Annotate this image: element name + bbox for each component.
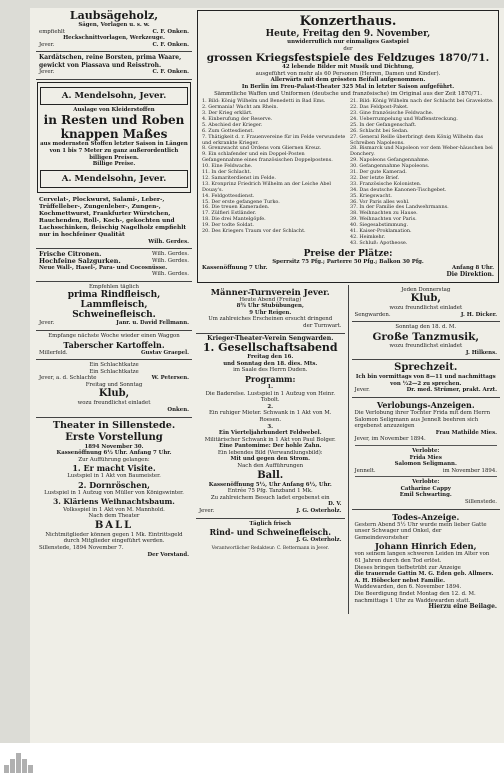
verlob-n1b: Salomon Seligmann. bbox=[394, 461, 457, 468]
verlob-n2: Catharine Cappy bbox=[400, 485, 451, 492]
todes-t2: Gestern Abend 5½ Uhr wurde mein lieber Gatte unser Schwager und Onkel, der Gemeindevorsteher bbox=[354, 521, 487, 541]
todes-t6: die trauernde Gattin M. G. Eden geb. Allmers. bbox=[354, 571, 494, 578]
ad-mendelsohn bbox=[37, 82, 191, 193]
sprech-t2: Ich bin vormittags von 8—11 und nachmittags von ½2—2 zu sprechen. bbox=[355, 374, 496, 387]
konzert-t5: grossen Kriegsfestspiele des Feldzuges 1870/71. bbox=[206, 52, 490, 65]
bild-item: 5. Abschied der Krieger. bbox=[202, 121, 263, 128]
bild-item: 24. Ueberrumpelung und Waffenstreckung. bbox=[350, 115, 458, 122]
ad-verlobung bbox=[352, 398, 501, 510]
citronen-l1: Frische Citronen. bbox=[39, 250, 102, 259]
verlob-t3: Frau Mathilde Mies. bbox=[435, 429, 497, 436]
kart-firm: Gustav Graepel. bbox=[140, 349, 189, 356]
library-logo-icon bbox=[4, 753, 33, 773]
newspaper-page bbox=[30, 8, 504, 743]
bild-item: 11. In der Schlacht. bbox=[202, 169, 252, 176]
bild-item: 1. Bild: König Wilhelm und Benedetti in Bad Ems. bbox=[202, 98, 326, 105]
konzert-title: Konzerthaus. bbox=[299, 14, 397, 29]
bild-item: 21. Bild: König Wilhelm nach der Schlacht bei Gravelotte. bbox=[350, 98, 494, 105]
klub-city: Sengwarden. bbox=[354, 311, 391, 318]
tanz-t1: Sonntag den 18. d. M. bbox=[395, 324, 457, 331]
tanz-firm: J. Hilkens. bbox=[465, 349, 497, 356]
klub-t3: wozu freundlichst einladet bbox=[389, 305, 463, 312]
bild-item: 13. Kronprinz Friedrich Wilhelm an der Leiche Abel Douay's. bbox=[202, 180, 331, 193]
krieger-p1b: Die Baderelse. Lustspiel in 1 Aufzug von Heinr. Tobolt. bbox=[205, 390, 335, 404]
verlob-v1: Verlobte: bbox=[412, 447, 440, 454]
bild-item: 42. Heimkehr. bbox=[350, 234, 386, 240]
klub-firm: J. H. Dicker. bbox=[460, 311, 497, 318]
theater-t1: Theater in Sillenstede. bbox=[52, 419, 176, 431]
todes-t10: Hierzu eine Beilage. bbox=[428, 603, 497, 611]
frisch-t2: Rind- und Schweinefleisch. bbox=[209, 527, 332, 538]
rind-l3: Schweinefleisch. bbox=[72, 310, 156, 321]
todes-t5: Dieses bringen tiefbetrübt zur Anzeige bbox=[354, 564, 461, 571]
bild-item: 36. Vor Paris alles wohl. bbox=[350, 198, 410, 205]
bild-item: 12. Samariterdienst im Felde. bbox=[202, 174, 276, 181]
ad-maenner-turnverein bbox=[196, 285, 345, 334]
bild-item: 22. Das Feldpost-Paket. bbox=[350, 104, 409, 111]
rind-l2: Lammfleisch, bbox=[80, 300, 148, 311]
karten-text: Kardätschen, reine Borsten, prima Waare, gewickt von Piassava und Reisstroh. bbox=[39, 54, 182, 69]
krieger-preise: Entrée 75 Pfg. Tanzband 1 Mk. bbox=[227, 488, 313, 495]
verlob-t2: Die Verlobung ihrer Tochter Frida mit dem Herrn Salomon Seligmann aus Jennelt beehren sich ergebenst anzuzeigen bbox=[354, 409, 491, 430]
mendelsohn-l4: aus modernsten Stoffen letzter Saison in Längen von 1 bis 7 Meter zu ganz außerordentlich billigen Preisen. bbox=[40, 141, 188, 161]
konzert-t3: unwiderruflich nur einmaliges Gastspiel bbox=[287, 39, 409, 45]
ad-tanzmusik bbox=[352, 322, 501, 360]
bild-item: 41. Kaiser-Proklamation. bbox=[350, 228, 412, 235]
left-column bbox=[36, 8, 192, 743]
laubsaege-city: Jever. bbox=[39, 41, 55, 48]
citronen-f3: Wilh. Gerdes. bbox=[152, 271, 189, 278]
verlob-place2: Sillenstede. bbox=[464, 499, 497, 506]
mendelsohn-l1: Auslage von Kleiderstoffen bbox=[73, 106, 155, 113]
bild-item: 28. Bismarck und Napoleon vor dem Weber-häuschen bei Donchery. bbox=[350, 145, 493, 158]
mendelsohn-name: A. Mendelsohn, Jever. bbox=[40, 87, 188, 105]
mendelsohn-l3: knappen Maßes bbox=[60, 127, 168, 142]
krieger-p2: 2. bbox=[267, 403, 274, 410]
konzert-t6: 42 lebende Bilder mit Musik und Dichtung, bbox=[282, 64, 414, 71]
krieger-t6: Programm: bbox=[245, 373, 296, 384]
maenner-t4: 9 Uhr Reigen. bbox=[249, 309, 292, 316]
right-lower-right bbox=[349, 285, 501, 614]
konzert-kasse: Kassenöffnung 7 Uhr. bbox=[202, 265, 268, 272]
bild-item: 18. Die drei Mantelgöpfe. bbox=[202, 216, 266, 223]
theater-p3: 3. Kläriens Weihnachtsbaum. bbox=[53, 496, 175, 506]
krieger-p3s: Militärischer Schwank in 1 Akt von Paul Bolger. bbox=[204, 436, 336, 443]
bild-item: 40. Siegesabstimmung. bbox=[350, 222, 409, 229]
theater-t2: Erste Vorstellung bbox=[65, 431, 163, 443]
right-column bbox=[196, 8, 500, 743]
krieger-p3: 3. bbox=[267, 423, 274, 430]
laubsaege-sub: Sägen, Vorlagen u. s. w. bbox=[78, 22, 150, 28]
bild-item: 27. General Reille überbringt dem König Wilhelm das Schreiben Napoleons. bbox=[350, 133, 484, 146]
bild-item: 26. Schlacht bei Sedan. bbox=[350, 127, 409, 134]
bild-item: 7. Thätigkeit d. r. Frauenvereine für im Felde verwundete und erkrankte Krieger. bbox=[202, 133, 346, 146]
bild-item: 31. Der gute Kamerad. bbox=[350, 169, 407, 176]
verlob-t4: Jever, im November 1894. bbox=[354, 436, 426, 443]
theater-p3s: Volksspiel in 1 Akt von M. Mannhold. bbox=[63, 506, 165, 513]
krieger-firm: D. V. bbox=[328, 501, 342, 508]
bild-item: 19. Der todte Soldat. bbox=[202, 222, 254, 229]
schl-firm2: Onken. bbox=[167, 407, 189, 414]
bild-item: 20. Des Kriegers Traum vor der Schlacht. bbox=[202, 228, 306, 235]
mendelsohn-l2: in Resten und Roben bbox=[43, 113, 185, 128]
karten-firm: C. F. Onken. bbox=[152, 69, 189, 76]
citronen-f1: Wilh. Gerdes. bbox=[152, 251, 189, 258]
kart-city: Millerfeld. bbox=[39, 349, 68, 356]
theater-p2s: Lustspiel in 1 Aufzug von Müller von Königswinter. bbox=[44, 490, 184, 497]
schl-l2: Ein Schlachtkatze bbox=[89, 368, 139, 375]
theater-l1: Zur Aufführung gelangen: bbox=[78, 456, 150, 463]
ad-theater-sillenstede bbox=[36, 418, 192, 562]
kart-l1: Taberscher Kartoffeln. bbox=[63, 339, 165, 350]
maenner-t6: der Turnwart. bbox=[303, 322, 342, 329]
ad-todes-anzeige bbox=[352, 510, 501, 614]
laubsaege-title: Laubsägeholz, bbox=[69, 9, 159, 22]
wurst-text: Cervelat-, Plockwurst, Salami-, Leber-, Trüffelleber-, Zungenleber-, Zungen-, Kochmettwurst, Frankfurter Würstchen, Rauchenden, Roll-, Koch-, gekochten und Lachsschinken, fleischig Nagelholz empfiehlt nur in hochfeiner Qualität bbox=[39, 196, 187, 238]
bild-item: 29. Napoleons Gefangennahme. bbox=[350, 157, 430, 164]
krieger-ball: Ball. bbox=[257, 469, 284, 481]
verlob-t1: Verlobungs-Anzeigen. bbox=[376, 399, 475, 410]
krieger-p4: Eine Pantomime: Der hohle Zahn. bbox=[219, 443, 322, 450]
bild-item: 25. In der Gefangenschaft. bbox=[350, 121, 417, 128]
ad-krieger-theater bbox=[196, 334, 345, 519]
bild-item: 33. Französische Kolonisten. bbox=[350, 180, 422, 187]
bild-item: 15. Der erste gefangene Turko. bbox=[202, 198, 280, 205]
theater-l4: Sillenstede, 1894 November 7. bbox=[39, 545, 124, 551]
klub-t2: Klub, bbox=[410, 293, 441, 305]
sprech-firm: Dr. med. Strümer, prakt. Arzt. bbox=[406, 387, 497, 394]
konzert-preise2: Sperrsitz 75 Pfg.; Parterre 50 Pfg.; Balkon 30 Pfg. bbox=[272, 258, 424, 265]
theater-p2: 2. Dornröschen, bbox=[78, 480, 150, 491]
maenner-t3: 8¾ Uhr Stubübungen, bbox=[236, 303, 304, 310]
krieger-p5b: Mit und gegen den Strom. bbox=[230, 456, 310, 463]
krieger-t1: Krieger-Theater-Verein Sengwarden. bbox=[207, 334, 334, 342]
schl-l3: Jever, a. d. Schlachte bbox=[39, 375, 97, 382]
theater-l2: Nach dem Theater bbox=[88, 513, 140, 520]
verlob-n2b: Emil Schwarting. bbox=[399, 492, 452, 499]
bild-item: 3. Der Krieg erklärt. bbox=[202, 109, 253, 116]
ad-taeglich-frisch bbox=[196, 519, 345, 556]
krieger-nach: Nach den Aufführungen bbox=[237, 463, 304, 470]
ad-konzerthaus bbox=[197, 10, 499, 283]
krieger-firm2: J. G. Osterholz. bbox=[296, 508, 342, 515]
bild-item: 35. Kriegswacht. bbox=[350, 192, 392, 199]
bild-item: 14. Feldgottesdienst. bbox=[202, 192, 255, 199]
theater-date: 1894 November 30. bbox=[84, 443, 144, 450]
ad-laubsaegeholz bbox=[36, 8, 192, 52]
krieger-p1: 1. bbox=[267, 383, 274, 390]
maenner-t2: Heute Abend (Freitag) bbox=[239, 296, 302, 303]
bild-item: 34. Das deutsche Kanonen-Tischgebet. bbox=[350, 186, 447, 193]
viewer-footer-bar bbox=[0, 743, 504, 777]
theater-p1: 1. Er macht Visite. bbox=[72, 463, 156, 474]
verlob-n1: Frida Mies bbox=[409, 454, 442, 461]
krieger-t4: und Sonntag den 18. dies. Mts. bbox=[223, 360, 318, 367]
verlob-date: im November 1894. bbox=[442, 467, 497, 474]
bild-item: 16. Die treuen Kameraden. bbox=[202, 204, 270, 211]
konzert-t4: der bbox=[343, 45, 353, 52]
bilder-list-left bbox=[202, 99, 346, 247]
tanz-t3: wozu freundlichst einladet bbox=[389, 342, 463, 349]
citronen-f2: Wilh. Gerdes. bbox=[152, 257, 189, 264]
bild-item: 8. Grenzwacht und Ordens vom Gliernen Kreuz. bbox=[202, 145, 322, 152]
todes-t9: Die Beerdigung findet Montag den 12. d. M. nachmittags 1 Uhr zu Waddewarden statt. bbox=[354, 591, 476, 604]
mendelsohn-l5: Billige Preise. bbox=[92, 161, 136, 168]
ad-schlachterei bbox=[36, 360, 192, 418]
citronen-l3: Neue Wall-, Hasel-, Para- und Cocosnüsse. bbox=[39, 264, 168, 271]
krieger-einl: Zu zahlreichem Besuch ladet ergebenst ein bbox=[210, 494, 330, 501]
laubsaege-line: Heckschnittvorlagen, Werkzeuge. bbox=[63, 35, 165, 42]
krieger-p3b: Ein Vierteljahrhundert Feldwebel. bbox=[218, 430, 322, 437]
maenner-t5: Um zahlreiches Erscheinen ersucht dringend bbox=[208, 316, 333, 323]
krieger-t5: im Saale des Herrn Duden. bbox=[233, 367, 308, 374]
kart-pre: Empfange nächste Woche wieder einen Waggon bbox=[48, 332, 180, 339]
rind-city: Jever. bbox=[39, 320, 55, 327]
verlob-v2: Verlobte: bbox=[412, 479, 440, 486]
tanz-t2: Große Tanzmusik, bbox=[372, 330, 480, 343]
bild-item: 43. Schluß: Apotheose. bbox=[350, 239, 408, 246]
wurst-firm: Wilh. Gerdes. bbox=[148, 238, 189, 245]
karten-city: Jever. bbox=[39, 69, 55, 76]
laubsaege-firm: C. F. Onken. bbox=[152, 28, 189, 35]
ad-klub-donnerstag bbox=[352, 285, 501, 323]
klub-t1: Jeden Donnerstag bbox=[401, 286, 451, 293]
rind-firm: Janr. u. David Fellmann. bbox=[116, 320, 189, 327]
todes-t7: A. H. Höbecker nebst Familie. bbox=[354, 577, 446, 584]
bild-item: 17. Zülfieri Estländer. bbox=[202, 210, 257, 217]
konzert-t7: ausgeführt von mehr als 60 Personen (Herren, Damen und Kinder). bbox=[255, 70, 441, 77]
todes-t4: von seinem langen schweren Leiden im Alter von 61 Jahren durch den Tod erlöst. bbox=[354, 551, 490, 565]
bild-item: 32. Der letzte Brief. bbox=[350, 174, 400, 181]
laubsaege-firm2: C. F. Onken. bbox=[152, 41, 189, 48]
bild-item: 37. In der Familie des Landwehrmanns. bbox=[350, 204, 449, 211]
theater-l3: Nichtmitglieder können gegen 1 Mk. Eintrittsgeld durch Mitglieder eingeführt werden. bbox=[45, 531, 183, 545]
mendelsohn-name2: A. Mendelsohn, Jever. bbox=[40, 170, 188, 188]
schl-l5: wozu freundlichst einladet bbox=[77, 400, 151, 407]
laubsaege-emp: empfiehlt bbox=[39, 28, 65, 35]
ad-kartoffeln bbox=[36, 331, 192, 360]
sprech-city: Jever. bbox=[354, 387, 370, 394]
konzert-preise: Preise der Plätze: bbox=[303, 248, 393, 259]
bild-item: 9. Ein schlafender und ein Doppel-Posten Gefangennahme eines französischen Doppelpostens. bbox=[202, 151, 333, 164]
bild-item: 38. Weihnachten zu Hause. bbox=[350, 210, 418, 217]
ad-kardaetschen bbox=[36, 52, 192, 79]
sprech-t1: Sprechzeit. bbox=[394, 362, 458, 374]
frisch-t1: Täglich frisch bbox=[249, 520, 292, 527]
verlob-place: Jennelt. bbox=[354, 467, 376, 474]
krieger-kasse: Kassenöffnung 5½, Uhr Anfang 6½, Uhr. bbox=[208, 481, 332, 488]
konzert-anfang: Anfang 8 Uhr. bbox=[452, 265, 494, 272]
ad-citronen bbox=[36, 249, 192, 281]
konzert-dir: Die Direktion. bbox=[446, 271, 494, 278]
theater-ball: BALL bbox=[94, 519, 134, 531]
frisch-firm: J. G. Osterholz. bbox=[296, 537, 342, 544]
konzert-t9: In Berlin im Freu-Palast-Theater 325 Mal in letzter Saison aufgeführt. bbox=[241, 83, 455, 90]
schl-l4: Freitag und Sonntag bbox=[85, 381, 143, 388]
todes-t8: Waddewarden, den 6. November 1894. bbox=[354, 584, 462, 591]
footer-redakteur: Verantwortlicher Redakteur: C. Bettermann in Jever. bbox=[211, 545, 329, 551]
bild-item: 30. Gefangennahme Napoleons. bbox=[350, 163, 430, 170]
konzert-date: Heute, Freitag den 9. November, bbox=[265, 29, 431, 39]
krieger-t3: Freitag den 16. bbox=[247, 354, 294, 361]
bild-item: 2. Germania! Wacht am Rhein. bbox=[202, 104, 279, 111]
maenner-t1: Männer-Turnverein Jever. bbox=[210, 286, 330, 297]
rind-l1: prima Rindfleisch, bbox=[67, 290, 161, 301]
bild-item: 23. Gine französische Feldwache. bbox=[350, 109, 434, 116]
citronen-l2: Hochfeine Salzgurken. bbox=[39, 256, 121, 265]
krieger-t2: 1. Gesellschaftsabend bbox=[202, 341, 338, 355]
bild-item: 39. Weihnachten vor Paris. bbox=[350, 216, 417, 223]
todes-t3: Johann Hinrich Eden, bbox=[374, 541, 477, 552]
krieger-city: Jever. bbox=[199, 508, 215, 515]
rind-pre: Empfehlen täglich bbox=[88, 283, 140, 290]
theater-kasse: Kassenöffnung 6½ Uhr. Anfang 7 Uhr. bbox=[56, 450, 172, 457]
bilder-list-right bbox=[350, 99, 494, 247]
ad-sprechzeit bbox=[352, 360, 501, 398]
konzert-bilder bbox=[202, 99, 494, 247]
right-lower bbox=[196, 285, 500, 614]
ad-rindfleisch bbox=[36, 282, 192, 331]
krieger-p2b: Ein ruhiger Mieter. Schwank in 1 Akt von M. Roesen. bbox=[209, 410, 332, 423]
theater-firm: Der Vorstand. bbox=[147, 551, 189, 558]
schl-firm: W. Petersen. bbox=[151, 375, 189, 382]
bild-item: 6. Zum Gottesdienst. bbox=[202, 127, 254, 134]
bild-item: 10. Eine Feldwache. bbox=[202, 163, 253, 170]
schl-klub: Klub, bbox=[98, 388, 130, 400]
theater-p1s: Lustspiel in 1 Akt von Baumeister. bbox=[67, 473, 161, 480]
ad-wurst bbox=[36, 195, 192, 250]
schl-l1: Ein Schlachtkatze bbox=[89, 362, 139, 369]
krieger-p5: Ein lebendes Bild (Verwandlungsbild): bbox=[217, 449, 323, 456]
konzert-t8: Allerwärts mit dem grössten Beifall aufgenommen. bbox=[270, 77, 426, 84]
konzert-t10: Sämmtliche Waffen und Uniformen (deutsche und französische) im Original aus der Zeit 1870/71. bbox=[214, 90, 482, 97]
bild-item: 4. Einberufung der Reserve. bbox=[202, 115, 273, 122]
right-lower-left bbox=[196, 285, 349, 614]
todes-t1: Todes-Anzeige. bbox=[392, 511, 460, 522]
